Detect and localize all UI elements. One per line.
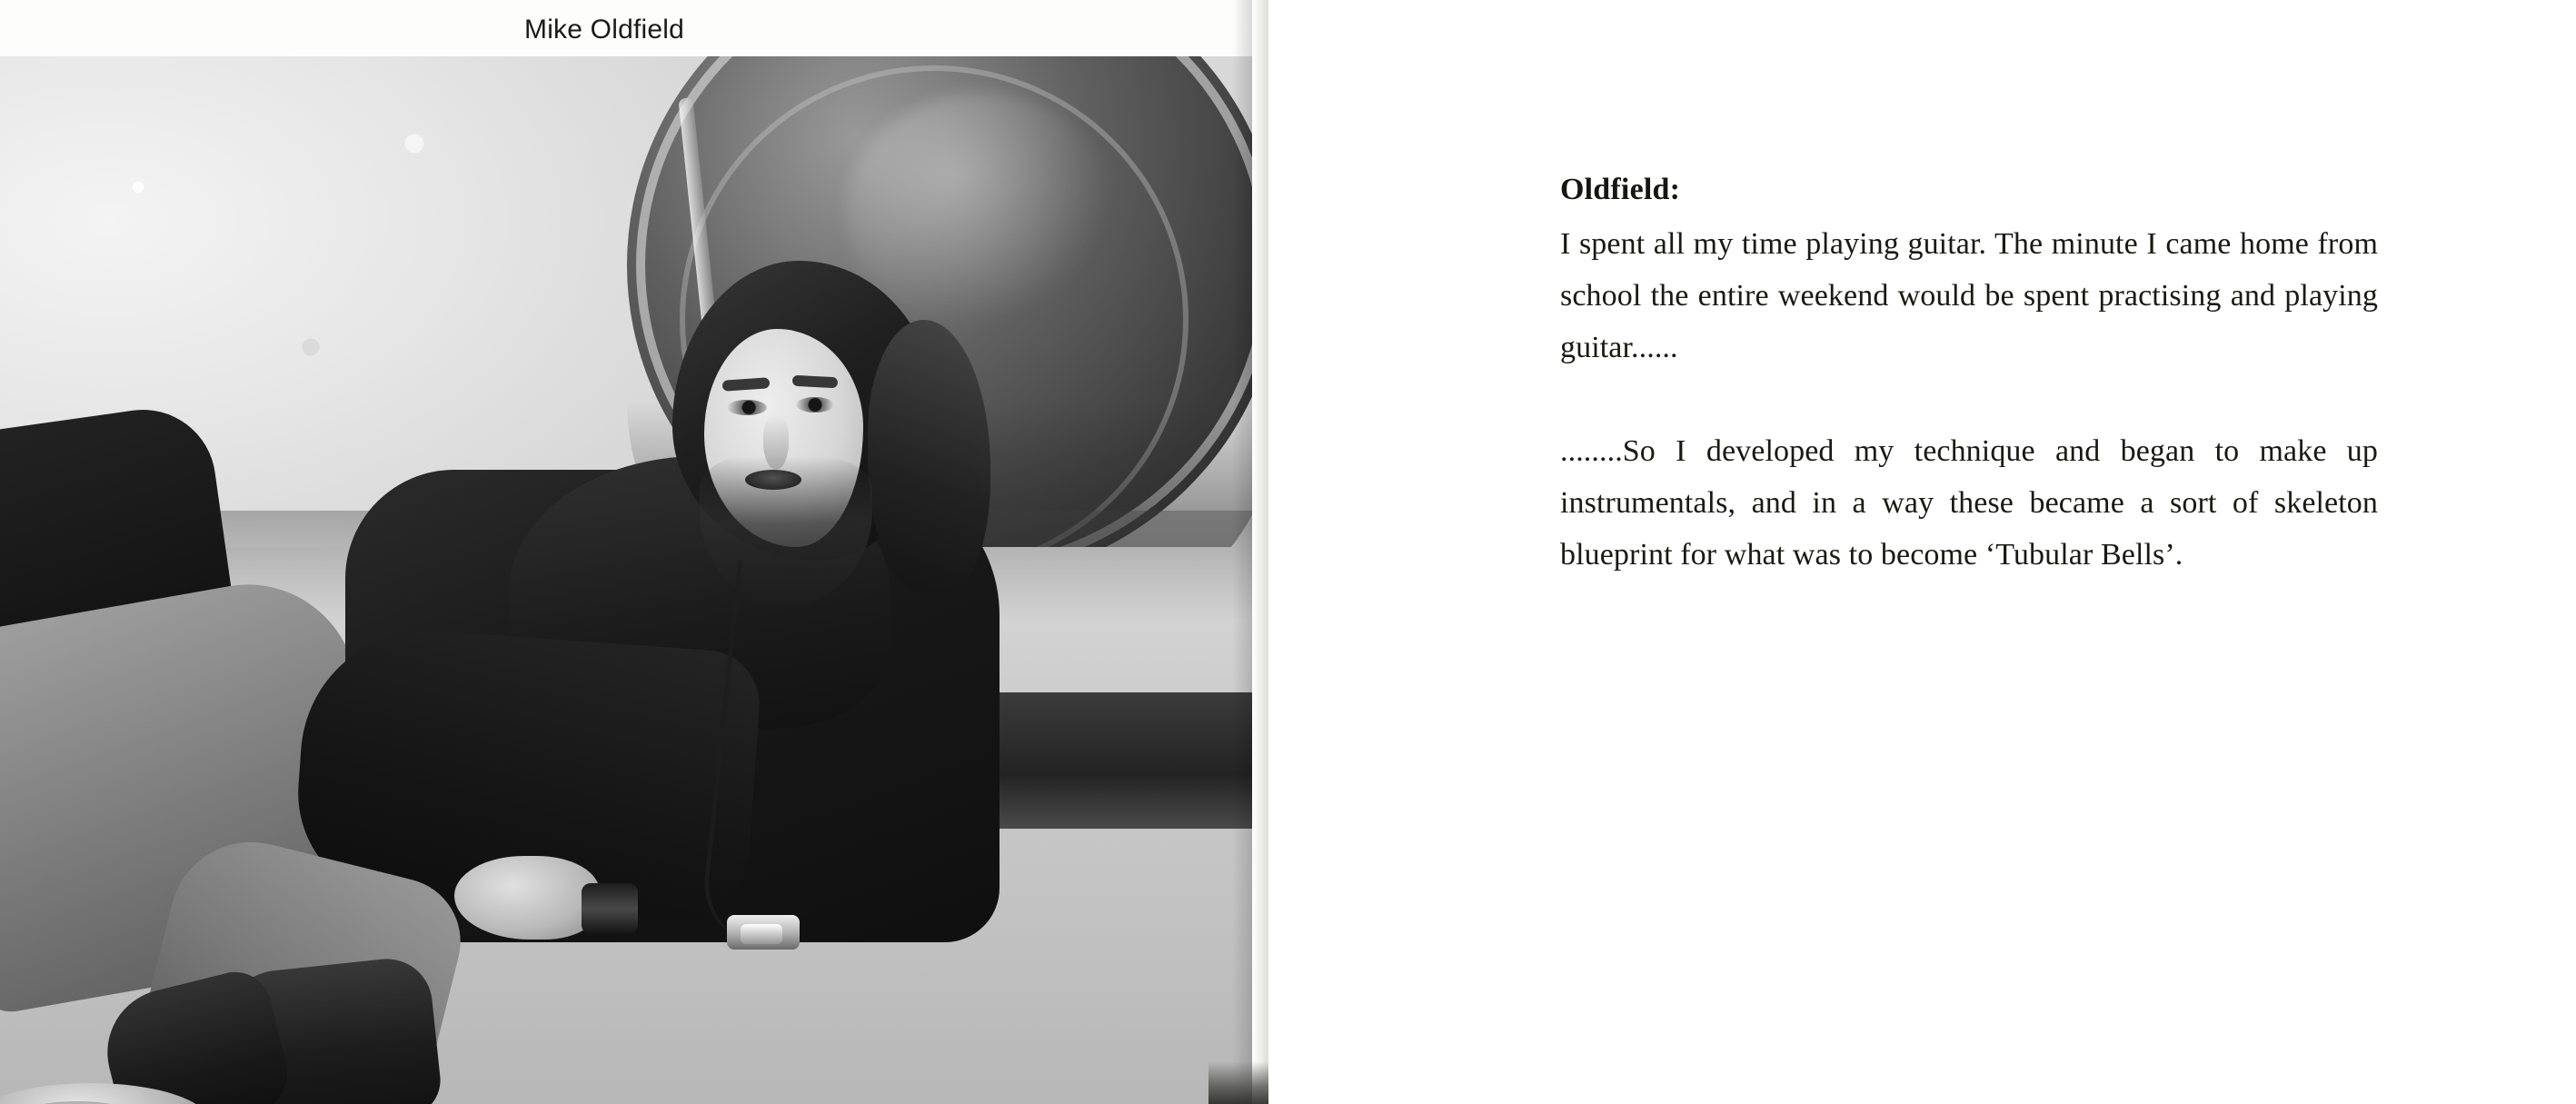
photograph bbox=[0, 56, 1268, 1104]
quote-paragraph-2: ........So I developed my technique and began to make up instrumentals, and in a way these became a sort of skeleton blueprint for what was to become ‘Tubular Bells’. bbox=[1560, 434, 2378, 572]
photo-figure-watch bbox=[582, 883, 638, 934]
photo-figure-eye-right bbox=[796, 397, 834, 413]
speaker-label: Oldfield: bbox=[1560, 173, 1681, 206]
photo-figure-mouth bbox=[745, 470, 801, 490]
right-page bbox=[1268, 0, 2576, 1104]
text-column bbox=[1560, 173, 2378, 581]
running-head: Mike Oldfield bbox=[524, 15, 684, 45]
photo-figure-eye-left bbox=[727, 400, 767, 415]
photo-gong-highlight bbox=[845, 93, 1118, 329]
photo-figure-eyebrow-right bbox=[792, 375, 839, 389]
photo-figure-pendant-inner bbox=[741, 924, 782, 944]
photo-figure-nose bbox=[763, 415, 789, 470]
left-page bbox=[0, 0, 1268, 1104]
quote-paragraph-1: I spent all my time playing guitar. The minute I came home from school the entire weekend would be spent practising and playing guitar...... bbox=[1560, 227, 2378, 364]
